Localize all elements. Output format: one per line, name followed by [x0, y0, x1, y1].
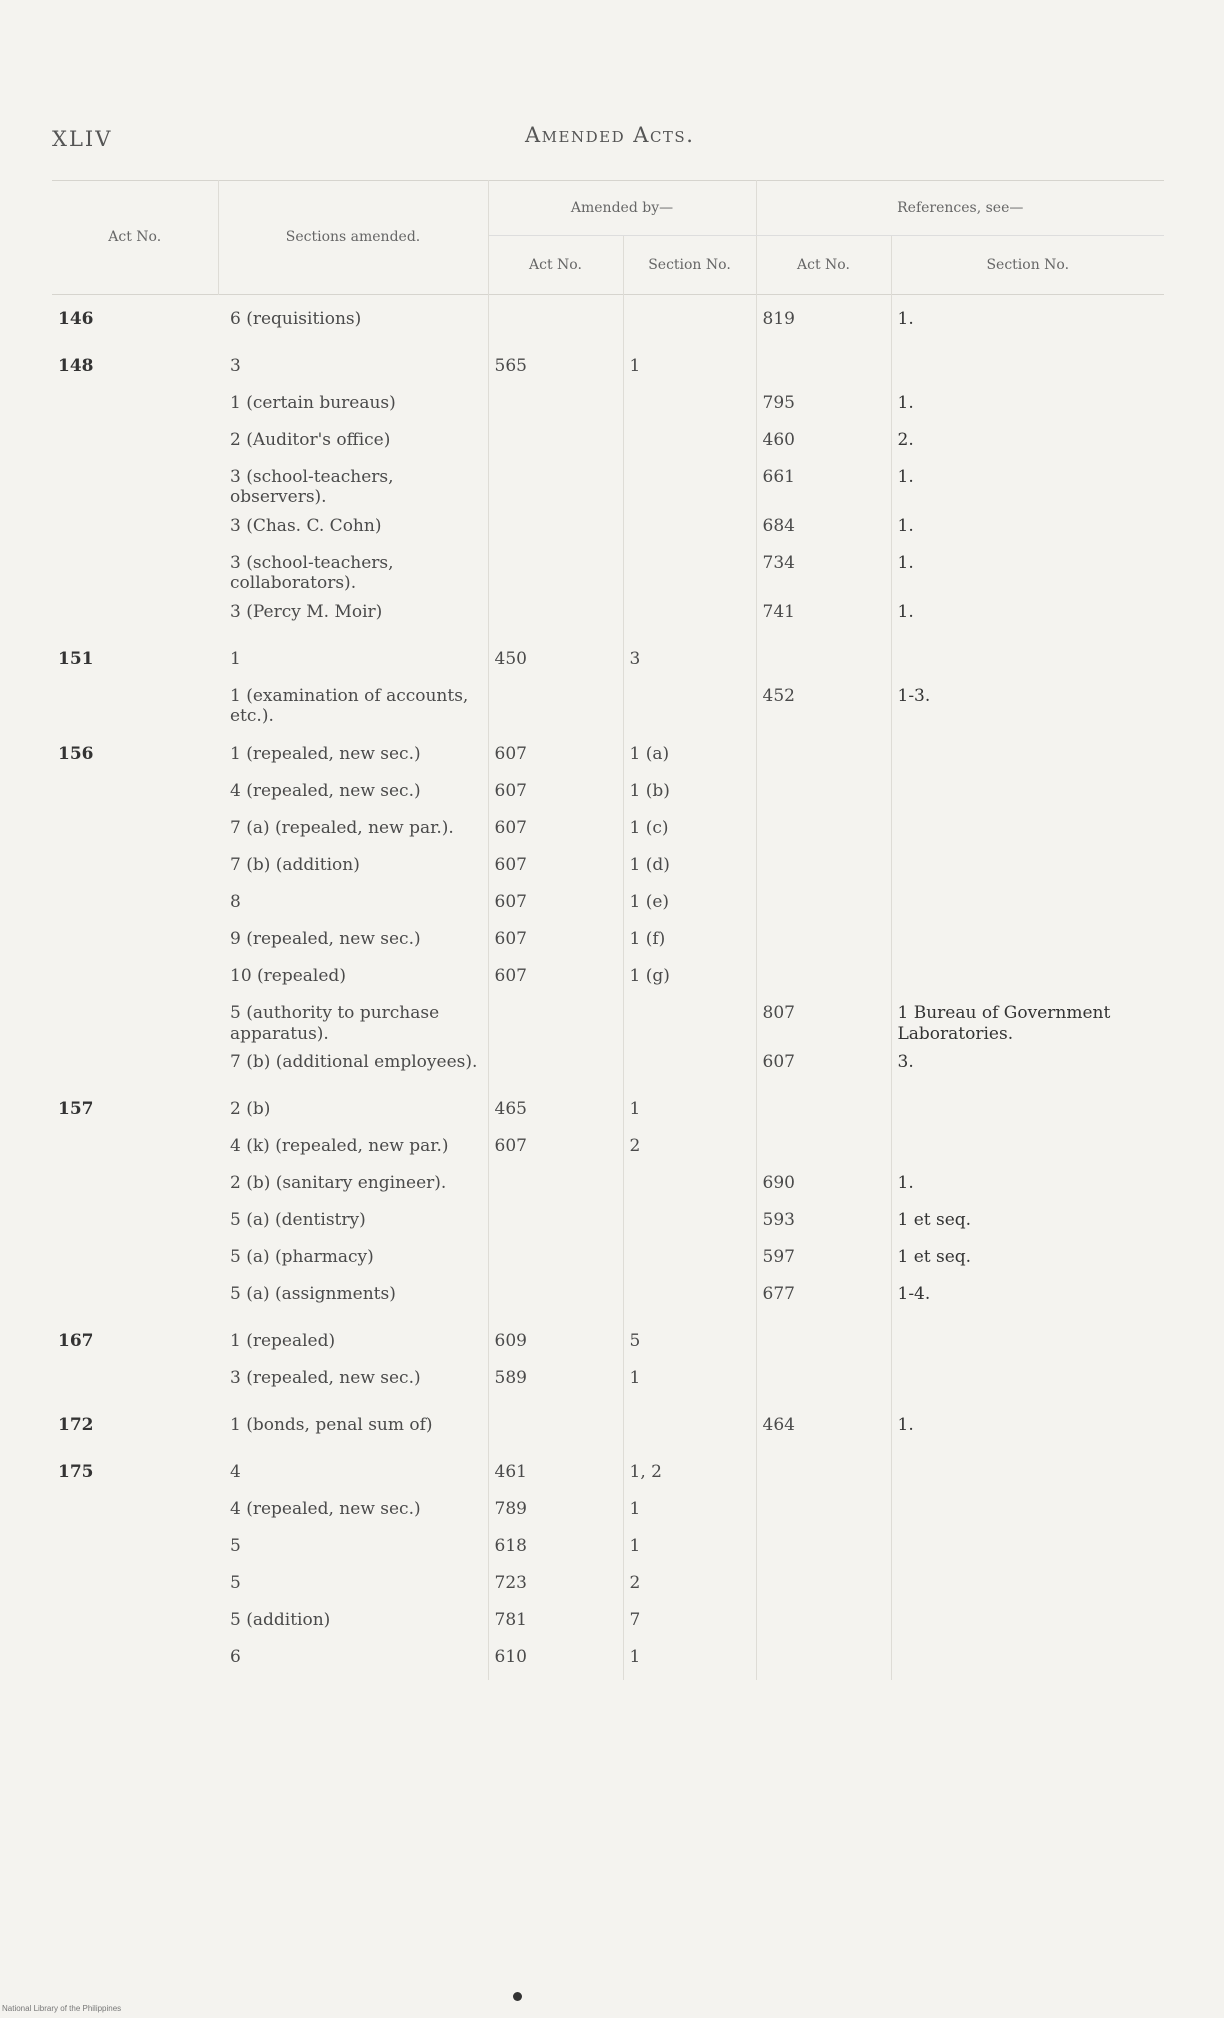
reference-act-cell [756, 1317, 891, 1364]
table-row [52, 1401, 1164, 1448]
amended-by-act-cell: 607 [488, 888, 623, 925]
amended-by-section-cell [623, 1206, 756, 1243]
reference-section-cell: 1. [897, 467, 914, 487]
reference-section-cell: 1. [897, 515, 914, 536]
amended-by-act-cell: 607 [488, 730, 623, 777]
reference-act-cell: 593 [756, 1206, 891, 1243]
amended-by-act-cell [488, 463, 623, 512]
section-amended-cell: 1 [218, 635, 488, 682]
header-ref-section-no: Section No. [986, 256, 1070, 273]
amended-by-act-cell [488, 426, 623, 463]
section-amended-cell: 5 (a) (dentistry) [218, 1206, 488, 1243]
reference-act-cell [756, 342, 891, 389]
amended-by-act-cell: 607 [488, 925, 623, 962]
reference-section-cell [891, 1569, 1164, 1606]
amended-by-act-cell: 607 [488, 814, 623, 851]
amended-by-section-cell [623, 426, 756, 463]
table-row [52, 549, 1164, 598]
reference-act-cell [756, 777, 891, 814]
amended-by-section-cell: 2 [623, 1132, 756, 1169]
reference-section-cell: 1 et seq. [897, 1210, 972, 1231]
act-no-cell [52, 1606, 218, 1643]
amended-by-act-cell: 607 [488, 1132, 623, 1169]
reference-act-cell: 661 [756, 463, 891, 512]
amended-by-section-cell [623, 1280, 756, 1317]
amended-by-act-cell: 465 [488, 1085, 623, 1132]
act-no-cell [52, 777, 218, 814]
section-amended-cell: 1 (repealed) [218, 1317, 488, 1364]
reference-act-cell [756, 851, 891, 888]
reference-act-cell: 597 [756, 1243, 891, 1280]
table-row [52, 1048, 1164, 1085]
reference-section-cell [891, 851, 1164, 888]
act-no-cell [52, 389, 218, 426]
section-amended-cell: 8 [218, 888, 488, 925]
amended-by-section-cell: 1 (e) [623, 888, 756, 925]
reference-act-cell [756, 925, 891, 962]
reference-act-cell: 464 [756, 1401, 891, 1448]
reference-act-cell: 795 [756, 389, 891, 426]
amended-by-act-cell [488, 512, 623, 549]
table-row [52, 389, 1164, 426]
amended-acts-table [52, 180, 1164, 1680]
section-amended-cell: 5 [218, 1569, 488, 1606]
section-amended-cell: 4 (repealed, new sec.) [218, 1495, 488, 1532]
reference-section-cell [891, 925, 1164, 962]
act-no-cell: 172 [58, 1415, 94, 1436]
reference-section-cell [891, 1532, 1164, 1569]
reference-section-cell [891, 342, 1164, 389]
amended-by-act-cell [488, 549, 623, 598]
act-no-cell [52, 851, 218, 888]
reference-section-cell [891, 1643, 1164, 1680]
table-row [52, 1448, 1164, 1495]
act-no-cell [52, 1532, 218, 1569]
act-no-cell [52, 1495, 218, 1532]
table-row [52, 1569, 1164, 1606]
reference-section-cell: 1 Bureau of Government Laboratories. [897, 1003, 1111, 1044]
reference-act-cell [756, 1532, 891, 1569]
reference-section-cell [891, 1448, 1164, 1495]
act-no-cell [52, 814, 218, 851]
section-amended-cell: 7 (b) (additional employees). [218, 1048, 488, 1085]
section-amended-cell: 1 (repealed, new sec.) [218, 730, 488, 777]
amended-by-act-cell: 450 [488, 635, 623, 682]
reference-act-cell: 819 [756, 295, 891, 343]
reference-section-cell: 1. [897, 601, 914, 622]
table-row [52, 635, 1164, 682]
amended-by-act-cell: 723 [488, 1569, 623, 1606]
act-no-cell: 148 [58, 356, 94, 376]
table-row [52, 777, 1164, 814]
table-row [52, 1532, 1164, 1569]
section-amended-cell: 10 (repealed) [218, 962, 488, 999]
table-row [52, 682, 1164, 731]
amended-by-section-cell: 7 [623, 1606, 756, 1643]
reference-section-cell [891, 962, 1164, 999]
section-amended-cell: 3 (repealed, new sec.) [218, 1364, 488, 1401]
amended-by-section-cell [623, 295, 756, 343]
reference-section-cell: 1 et seq. [897, 1247, 972, 1268]
act-no-cell [52, 1569, 218, 1606]
amended-by-section-cell [623, 463, 756, 512]
section-amended-cell: 7 (a) (repealed, new par.). [218, 814, 488, 851]
reference-act-cell [756, 1569, 891, 1606]
amended-by-act-cell [488, 999, 623, 1048]
header-act-no: Act No. [52, 181, 218, 295]
table-row [52, 1643, 1164, 1680]
reference-act-cell [756, 1448, 891, 1495]
amended-by-act-cell: 618 [488, 1532, 623, 1569]
amended-by-act-cell [488, 1048, 623, 1085]
reference-act-cell [756, 1132, 891, 1169]
reference-act-cell: 452 [756, 682, 891, 731]
section-amended-cell: 5 (a) (pharmacy) [218, 1243, 488, 1280]
act-no-cell [52, 1364, 218, 1401]
act-no-cell [52, 1643, 218, 1680]
amended-by-section-cell [623, 1243, 756, 1280]
table-row [52, 925, 1164, 962]
reference-section-cell [891, 777, 1164, 814]
reference-act-cell [756, 814, 891, 851]
section-amended-cell: 1 (examination of accounts, etc.). [218, 682, 488, 731]
table-row [52, 851, 1164, 888]
section-amended-cell: 3 (Percy M. Moir) [218, 598, 488, 635]
section-amended-cell: 6 [218, 1643, 488, 1680]
amended-by-act-cell [488, 1169, 623, 1206]
act-no-cell [52, 426, 218, 463]
table-row [52, 1495, 1164, 1532]
table-row [52, 1169, 1164, 1206]
reference-act-cell [756, 635, 891, 682]
table-row [52, 1280, 1164, 1317]
amended-by-act-cell [488, 1206, 623, 1243]
amended-by-section-cell: 3 [623, 635, 756, 682]
reference-act-cell: 460 [756, 426, 891, 463]
act-no-cell: 167 [58, 1331, 94, 1352]
header-amended-section-no: Section No. [623, 236, 756, 295]
reference-section-cell: 1. [897, 393, 914, 413]
section-amended-cell: 5 [218, 1532, 488, 1569]
amended-by-act-cell: 461 [488, 1448, 623, 1495]
amended-by-section-cell [623, 512, 756, 549]
reference-act-cell [756, 1364, 891, 1401]
amended-by-section-cell [623, 549, 756, 598]
act-no-cell [52, 962, 218, 999]
section-amended-cell: 4 [218, 1448, 488, 1495]
amended-by-act-cell: 789 [488, 1495, 623, 1532]
act-no-cell: 157 [58, 1099, 94, 1120]
act-no-cell [52, 999, 218, 1048]
amended-by-section-cell: 1 (c) [623, 814, 756, 851]
amended-by-act-cell [488, 1243, 623, 1280]
table-row [52, 730, 1164, 777]
reference-act-cell: 734 [756, 549, 891, 598]
amended-by-section-cell: 1 [623, 1643, 756, 1680]
amended-by-section-cell: 1 (g) [623, 962, 756, 999]
section-amended-cell: 4 (repealed, new sec.) [218, 777, 488, 814]
section-amended-cell: 5 (authority to purchase apparatus). [218, 999, 488, 1048]
amended-by-act-cell: 610 [488, 1643, 623, 1680]
table-row [52, 1206, 1164, 1243]
table-row [52, 598, 1164, 635]
amended-by-act-cell: 781 [488, 1606, 623, 1643]
table-row [52, 463, 1164, 512]
amended-by-section-cell [623, 1401, 756, 1448]
section-amended-cell: 3 [218, 342, 488, 389]
amended-by-act-cell: 609 [488, 1317, 623, 1364]
table-row [52, 1085, 1164, 1132]
amended-by-section-cell: 1 [623, 1495, 756, 1532]
reference-section-cell: 1. [897, 1415, 914, 1436]
reference-act-cell [756, 1085, 891, 1132]
reference-act-cell: 741 [756, 598, 891, 635]
amended-by-act-cell: 589 [488, 1364, 623, 1401]
amended-by-section-cell [623, 1169, 756, 1206]
table-row [52, 512, 1164, 549]
act-no-cell [52, 1169, 218, 1206]
reference-act-cell [756, 888, 891, 925]
table-row [52, 1606, 1164, 1643]
section-amended-cell: 6 (requisitions) [218, 295, 488, 343]
amended-by-section-cell [623, 389, 756, 426]
reference-act-cell: 607 [756, 1048, 891, 1085]
reference-section-cell: 1. [897, 1173, 914, 1194]
amended-by-section-cell: 1 [623, 342, 756, 389]
amended-by-section-cell [623, 682, 756, 731]
amended-by-section-cell: 1 (f) [623, 925, 756, 962]
amended-by-section-cell [623, 598, 756, 635]
section-amended-cell: 3 (Chas. C. Cohn) [218, 512, 488, 549]
act-no-cell [52, 1132, 218, 1169]
table-row [52, 342, 1164, 389]
section-amended-cell: 7 (b) (addition) [218, 851, 488, 888]
reference-section-cell [891, 888, 1164, 925]
act-no-cell: 156 [58, 744, 94, 765]
act-no-cell: 175 [58, 1462, 94, 1483]
section-amended-cell: 2 (b) (sanitary engineer). [218, 1169, 488, 1206]
table-row [52, 1364, 1164, 1401]
reference-section-cell [891, 1364, 1164, 1401]
reference-act-cell: 684 [756, 512, 891, 549]
section-amended-cell: 5 (a) (assignments) [218, 1280, 488, 1317]
reference-section-cell [891, 1132, 1164, 1169]
footer-credit: National Library of the Philippines [2, 2004, 122, 2013]
header-amended-act-no: Act No. [488, 236, 623, 295]
section-amended-cell: 5 (addition) [218, 1606, 488, 1643]
amended-by-act-cell [488, 1280, 623, 1317]
amended-by-section-cell [623, 1048, 756, 1085]
section-amended-cell: 1 (certain bureaus) [218, 389, 488, 426]
act-no-cell [52, 682, 218, 731]
reference-section-cell: 1. [897, 552, 914, 573]
section-amended-cell: 3 (school-teachers, collaborators). [218, 549, 488, 598]
act-no-cell [52, 1048, 218, 1085]
amended-by-section-cell: 1, 2 [623, 1448, 756, 1495]
amended-by-act-cell [488, 295, 623, 343]
act-no-cell [52, 1280, 218, 1317]
amended-by-act-cell: 607 [488, 962, 623, 999]
amended-by-act-cell [488, 598, 623, 635]
table-row [52, 1317, 1164, 1364]
reference-act-cell: 690 [756, 1169, 891, 1206]
reference-section-cell [891, 1495, 1164, 1532]
section-amended-cell: 3 (school-teachers, observers). [218, 463, 488, 512]
reference-act-cell [756, 1606, 891, 1643]
table-row [52, 888, 1164, 925]
table-row [52, 962, 1164, 999]
section-amended-cell: 9 (repealed, new sec.) [218, 925, 488, 962]
act-no-cell: 146 [58, 309, 94, 329]
section-amended-cell: 1 (bonds, penal sum of) [218, 1401, 488, 1448]
amended-by-act-cell [488, 1401, 623, 1448]
page-title: Amended Acts. [525, 123, 695, 147]
act-no-cell [52, 512, 218, 549]
table-row [52, 426, 1164, 463]
amended-by-section-cell: 1 [623, 1364, 756, 1401]
header-amended-by: Amended by— [488, 181, 756, 236]
reference-section-cell [891, 1085, 1164, 1132]
reference-section-cell [891, 1317, 1164, 1364]
act-no-cell [52, 1243, 218, 1280]
amended-by-section-cell [623, 999, 756, 1048]
reference-act-cell [756, 730, 891, 777]
reference-act-cell [756, 1643, 891, 1680]
reference-act-cell: 677 [756, 1280, 891, 1317]
header-ref-act-no: Act No. [756, 236, 891, 295]
reference-section-cell [891, 814, 1164, 851]
reference-section-cell [891, 635, 1164, 682]
reference-section-cell: 1. [897, 309, 914, 329]
act-no-cell [52, 598, 218, 635]
amended-by-section-cell: 1 (a) [623, 730, 756, 777]
amended-by-act-cell: 565 [488, 342, 623, 389]
reference-section-cell: 1-4. [897, 1284, 931, 1305]
section-amended-cell: 4 (k) (repealed, new par.) [218, 1132, 488, 1169]
amended-by-section-cell: 1 [623, 1085, 756, 1132]
amended-by-section-cell: 1 (d) [623, 851, 756, 888]
act-no-cell: 151 [58, 648, 94, 669]
reference-act-cell [756, 962, 891, 999]
table-row [52, 295, 1164, 343]
amended-by-act-cell [488, 389, 623, 426]
reference-section-cell: 2. [897, 430, 914, 450]
section-amended-cell: 2 (Auditor's office) [218, 426, 488, 463]
act-no-cell [52, 549, 218, 598]
table-row [52, 1132, 1164, 1169]
amended-by-section-cell: 2 [623, 1569, 756, 1606]
amended-by-act-cell: 607 [488, 777, 623, 814]
act-no-cell [52, 463, 218, 512]
reference-section-cell: 3. [897, 1052, 914, 1073]
reference-act-cell [756, 1495, 891, 1532]
act-no-cell [52, 1206, 218, 1243]
table-row [52, 1243, 1164, 1280]
amended-by-section-cell: 1 (b) [623, 777, 756, 814]
reference-section-cell: 1-3. [897, 685, 931, 706]
amended-by-section-cell: 5 [623, 1317, 756, 1364]
amended-by-act-cell [488, 682, 623, 731]
act-no-cell [52, 925, 218, 962]
header-sections-amended: Sections amended. [218, 181, 488, 295]
amended-by-act-cell: 607 [488, 851, 623, 888]
table-row [52, 814, 1164, 851]
reference-section-cell [891, 730, 1164, 777]
section-amended-cell: 2 (b) [218, 1085, 488, 1132]
reference-act-cell: 807 [756, 999, 891, 1048]
header-references: References, see— [756, 181, 1164, 236]
page-number: XLIV [52, 127, 113, 151]
ink-dot [513, 1992, 522, 2001]
amended-by-section-cell: 1 [623, 1532, 756, 1569]
table-row [52, 999, 1164, 1048]
reference-section-cell [891, 1606, 1164, 1643]
act-no-cell [52, 888, 218, 925]
